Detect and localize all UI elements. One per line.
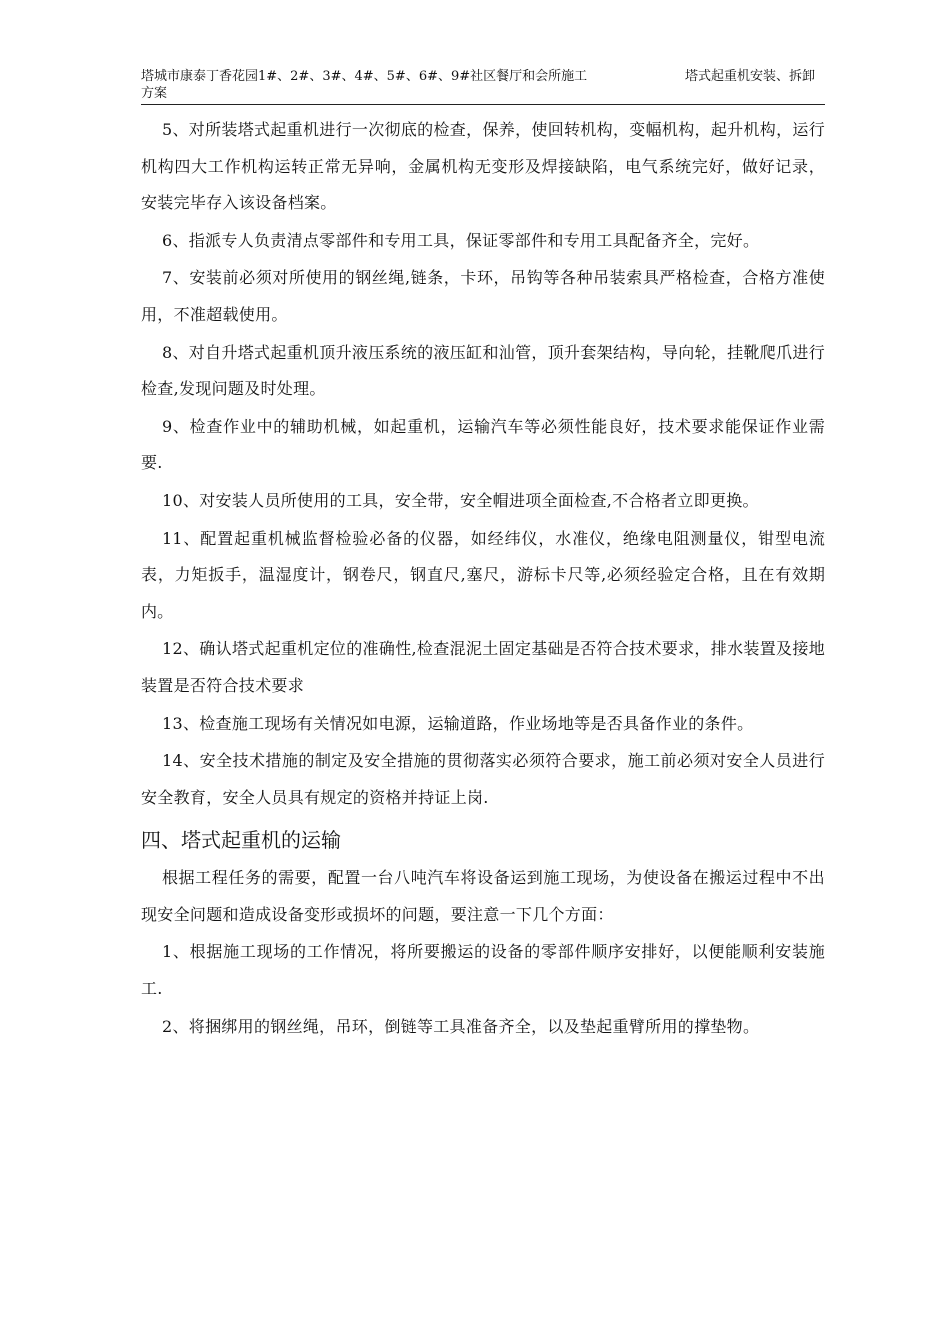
paragraph-item-13: 13、检查施工现场有关情况如电源，运输道路，作业场地等是否具备作业的条件。 [162,713,754,733]
section-paragraph-item-1: 1、根据施工现场的工作情况，将所要搬运的设备的零部件顺序安排好，以便能顺利安装施工. [141,942,825,999]
paragraph-item-10: 10、对安装人员所使用的工具，安全带，安全帽进项全面检查,不合格者立即更换。 [162,490,759,510]
paragraph-item-12: 12、确认塔式起重机定位的准确性,检查混泥土固定基础是否符合技术要求，排水装置及接地装置是否符合技术要求 [141,639,825,695]
paragraph-item-14: 14、安全技术措施的制定及安全措施的贯彻落实必须符合要求，施工前必须对安全人员进行安全教育，安全人员具有规定的资格并持证上岗. [141,751,825,807]
section-heading: 四、塔式起重机的运输 [141,828,341,853]
document-body [141,112,825,1046]
paragraph-item-9: 9、检查作业中的辅助机械，如起重机，运输汽车等必须性能良好，技术要求能保证作业需要. [141,416,825,473]
page-header [141,68,825,105]
section-paragraph-item-2: 2、将捆绑用的钢丝绳，吊环，倒链等工具准备齐全，以及垫起重臂所用的撑垫物。 [162,1016,760,1036]
paragraph-item-6: 6、指派专人负责清点零部件和专用工具，保证零部件和专用工具配备齐全，完好。 [162,230,760,250]
paragraph-item-11: 11、配置起重机械监督检验必备的仪器，如经纬仪，水准仪，绝缘电阻测量仪，钳型电流表，力矩扳手，温湿度计，钢卷尺，钢直尺,塞尺，游标卡尺等,必须经验定合格，且在有效期内。 [141,528,825,621]
paragraph-item-7: 7、安装前必须对所使用的钢丝绳,链条，卡环，吊钩等各种吊装索具严格检查，合格方准使用，不准超载使用。 [141,268,825,324]
header-section-title: 塔式起重机安装、拆卸 [684,69,815,84]
header-project-title: 塔城市康泰丁香花园1#、2#、3#、4#、5#、6#、9#社区餐厅和会所施工方案 [141,69,588,101]
paragraph-item-5: 5、对所装塔式起重机进行一次彻底的检查，保养，使回转机构，变幅机构，起升机构，运行机构四大工作机构运转正常无异响，金属机构无变形及焊接缺陷，电气系统完好，做好记录，安装完毕存入该设备档案。 [141,120,825,213]
paragraph-item-8: 8、对自升塔式起重机顶升液压系统的液压缸和汕管，顶升套架结构，导向轮，挂靴爬爪进行检查,发现问题及时处理。 [141,342,825,399]
section-intro-paragraph: 根据工程任务的需要，配置一台八吨汽车将设备运到施工现场，为使设备在搬运过程中不出现安全问题和造成设备变形或损坏的问题，要注意一下几个方面： [141,868,825,924]
